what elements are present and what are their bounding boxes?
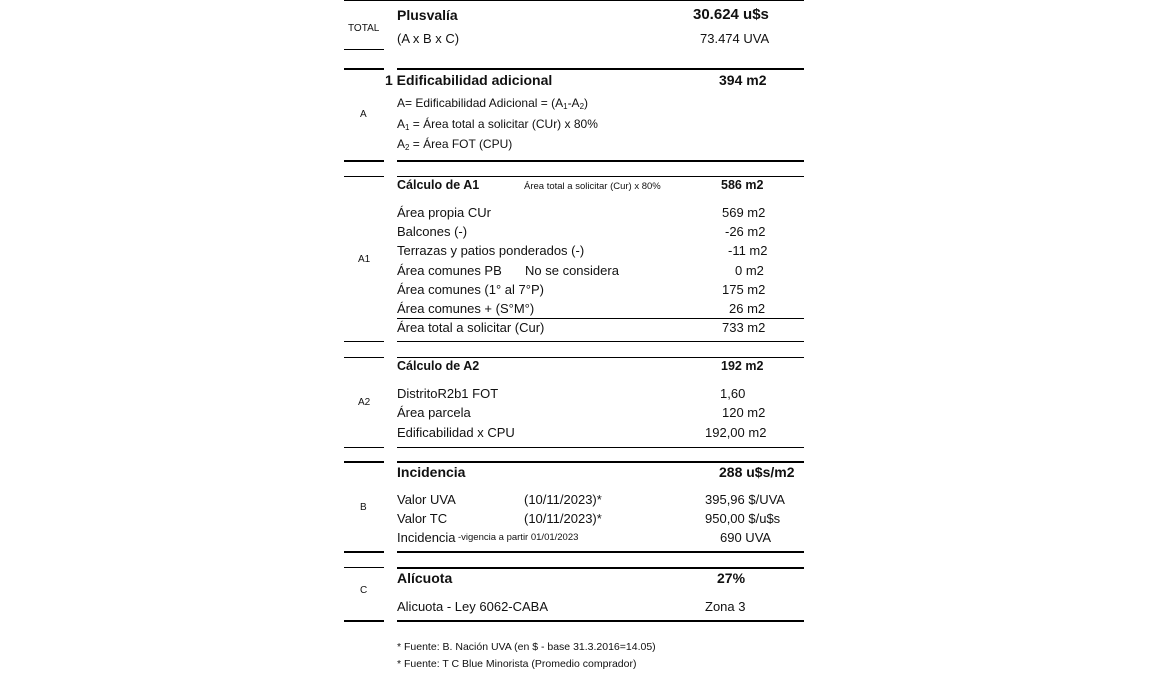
edificabilidad-title: 1 Edificabilidad adicional	[385, 72, 553, 88]
b-left-bottom-rule	[344, 551, 384, 553]
c-left-top-rule	[344, 567, 384, 568]
total-section-label: TOTAL	[348, 23, 380, 34]
c-top-rule	[397, 567, 804, 569]
calculo-a1-title: Cálculo de A1	[397, 178, 480, 192]
a1-row-label: Área comunes PB	[397, 263, 502, 278]
c-bottom-rule	[397, 620, 804, 622]
calculo-a2-title: Cálculo de A2	[397, 359, 480, 373]
alicuota-law-label: Alicuota - Ley 6062-CABA	[397, 599, 549, 614]
b-left-top-rule	[344, 461, 384, 463]
a1-left-bottom-rule	[344, 341, 384, 342]
a-bottom-rule	[397, 160, 804, 162]
a1-row-label: Área comunes (1° al 7°P)	[397, 282, 544, 297]
plusvalia-value: 30.624 u$s	[693, 6, 769, 23]
a1-left-top-rule	[344, 176, 384, 177]
incidencia-title: Incidencia	[397, 464, 466, 480]
edificabilidad-value: 394 m2	[719, 72, 767, 88]
formula-value: 73.474 UVA	[700, 31, 770, 46]
a-left-bottom-rule	[344, 160, 384, 162]
a-section-label: A	[360, 109, 367, 120]
a1-row-label: Área comunes + (S°M°)	[397, 301, 535, 316]
formula-a: A= Edificabilidad Adicional = $(A_1-A_2)$	[397, 96, 589, 111]
a1-row-value: 175 m2	[722, 282, 766, 297]
valor-tc-label: Valor TC	[397, 511, 448, 526]
incidencia-value: 288 u$s/m2	[719, 464, 795, 480]
total-left-rule	[344, 49, 384, 50]
formula-a1: $A_1$ = Área total a solicitar (CUr) x 80%	[397, 117, 598, 132]
a1-row-value: 0 m2	[735, 263, 764, 278]
a-left-top-rule	[344, 68, 384, 70]
a1-row-value: -11 m2	[728, 243, 768, 258]
a1-row-note: No se considera	[525, 263, 619, 278]
calculo-a1-note: Área total a solicitar (Cur) x 80%	[524, 181, 661, 192]
a1-section-label: A1	[358, 254, 371, 265]
valor-uva-value: 395,96 $/UVA	[705, 492, 785, 507]
calculo-a1-value: 586 m2	[721, 178, 764, 192]
a2-row-label: Área parcela	[397, 405, 471, 420]
a2-left-bottom-rule	[344, 447, 384, 448]
top-rule	[344, 0, 804, 1]
a2-section-label: A2	[358, 397, 371, 408]
a1-row-label: Balcones (-)	[397, 224, 468, 239]
a1-row-value: 26 m2	[729, 301, 766, 316]
b-top-rule	[397, 461, 804, 463]
a2-left-top-rule	[344, 357, 384, 358]
valor-tc-value: 950,00 $/u$s	[705, 511, 781, 526]
calculo-a2-value: 192 m2	[721, 359, 764, 373]
footnote: * Fuente: B. Nación UVA (en $ - base 31.3.2016=14.05)	[397, 641, 656, 653]
b-section-label: B	[360, 502, 367, 513]
c-left-bottom-rule	[344, 620, 384, 622]
formula-label: (A x B x C)	[397, 31, 460, 46]
alicuota-value: 27%	[717, 570, 746, 586]
incidencia-uva-note: -vigencia a partir 01/01/2023	[458, 532, 579, 543]
a1-row-value: 569 m2	[722, 205, 766, 220]
valor-tc-date: (10/11/2023)*	[524, 511, 602, 526]
a2-row-value: 1,60	[720, 386, 746, 401]
a2-row-label: Edificabilidad x CPU	[397, 425, 515, 440]
a2-bottom-rule	[397, 447, 804, 448]
footnote: * Fuente: T C Blue Minorista (Promedio comprador)	[397, 658, 637, 670]
a2-row-label: DistritoR2b1 FOT	[397, 386, 499, 401]
alicuota-title: Alícuota	[397, 570, 453, 586]
a1-row-label: Área propia CUr	[397, 205, 491, 220]
a1-top-rule	[397, 176, 804, 177]
a1-row-label: Terrazas y patios ponderados (-)	[397, 243, 585, 258]
a2-row-value: 120 m2	[722, 405, 766, 420]
alicuota-zone: Zona 3	[705, 599, 746, 614]
a2-top-rule	[397, 357, 804, 358]
a1-subtotal-rule	[397, 318, 804, 319]
c-section-label: C	[360, 585, 368, 596]
b-bottom-rule	[397, 551, 804, 553]
a1-row-value: -26 m2	[725, 224, 766, 239]
incidencia-uva-label: Incidencia	[397, 530, 456, 545]
a1-total-value: 733 m2	[722, 320, 766, 335]
a1-total-label: Área total a solicitar (Cur)	[397, 320, 545, 335]
valor-uva-date: (10/11/2023)*	[524, 492, 602, 507]
incidencia-uva-value: 690 UVA	[720, 530, 772, 545]
plusvalia-title: Plusvalía	[397, 7, 458, 23]
a-top-rule	[397, 68, 804, 70]
a2-row-value: 192,00 m2	[705, 425, 767, 440]
valor-uva-label: Valor UVA	[397, 492, 456, 507]
a1-bottom-rule	[397, 341, 804, 342]
formula-a2: $A_2$ = Área FOT (CPU)	[397, 137, 513, 152]
